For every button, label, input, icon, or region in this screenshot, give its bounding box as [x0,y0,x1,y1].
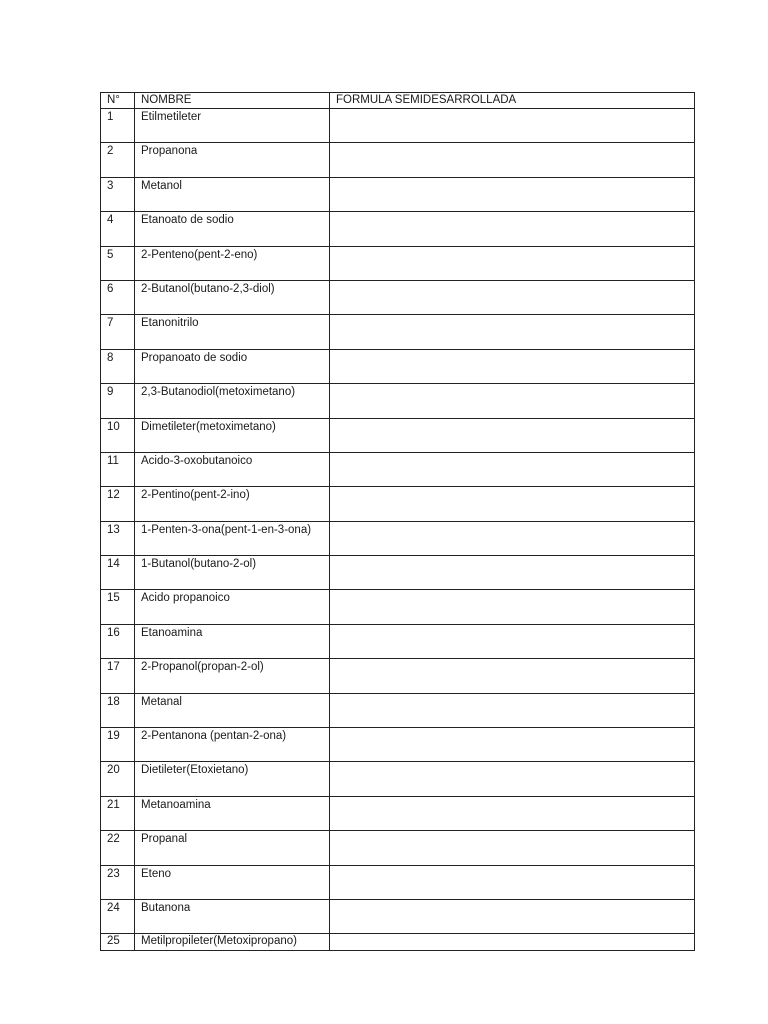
table-row [101,728,695,762]
row-name: 2-Penteno(pent-2-eno) [135,246,330,280]
table-row [101,315,695,349]
compounds-table [100,92,695,951]
table-row [101,796,695,830]
header-name: NOMBRE [135,93,330,109]
table-row [101,693,695,727]
row-formula[interactable] [330,865,695,899]
table-row [101,349,695,383]
header-formula: FORMULA SEMIDESARROLLADA [330,93,695,109]
table-row [101,762,695,796]
table-row [101,143,695,177]
row-name: 2-Propanol(propan-2-ol) [135,659,330,693]
row-num: 12 [101,487,135,521]
row-formula[interactable] [330,315,695,349]
row-formula[interactable] [330,177,695,211]
row-num: 6 [101,280,135,314]
row-num: 9 [101,384,135,418]
row-num: 7 [101,315,135,349]
row-name: 2-Butanol(butano-2,3-diol) [135,280,330,314]
row-formula[interactable] [330,212,695,246]
table-row [101,521,695,555]
table-row [101,556,695,590]
row-name: Etanoato de sodio [135,212,330,246]
row-formula[interactable] [330,246,695,280]
row-formula[interactable] [330,521,695,555]
row-name: Propanona [135,143,330,177]
row-num: 24 [101,899,135,933]
row-formula[interactable] [330,556,695,590]
table-row [101,212,695,246]
row-name: 2-Pentino(pent-2-ino) [135,487,330,521]
row-num: 14 [101,556,135,590]
row-name: Metanal [135,693,330,727]
table-row [101,487,695,521]
row-num: 25 [101,934,135,951]
row-name: Etanoamina [135,624,330,658]
row-formula[interactable] [330,796,695,830]
row-formula[interactable] [330,143,695,177]
row-num: 4 [101,212,135,246]
row-name: Acido propanoico [135,590,330,624]
row-num: 17 [101,659,135,693]
row-name: Propanoato de sodio [135,349,330,383]
row-name: Dietileter(Etoxietano) [135,762,330,796]
row-num: 16 [101,624,135,658]
row-num: 5 [101,246,135,280]
row-formula[interactable] [330,899,695,933]
row-name: Metilpropileter(Metoxipropano) [135,934,330,951]
header-num: N° [101,93,135,109]
row-formula[interactable] [330,487,695,521]
row-name: 1-Penten-3-ona(pent-1-en-3-ona) [135,521,330,555]
row-formula[interactable] [330,452,695,486]
table-row [101,659,695,693]
table-row [101,590,695,624]
row-name: 2-Pentanona (pentan-2-ona) [135,728,330,762]
row-name: 2,3-Butanodiol(metoximetano) [135,384,330,418]
row-num: 3 [101,177,135,211]
row-num: 13 [101,521,135,555]
row-name: Metanol [135,177,330,211]
row-name: Etilmetileter [135,109,330,143]
row-formula[interactable] [330,659,695,693]
row-name: 1-Butanol(butano-2-ol) [135,556,330,590]
row-num: 19 [101,728,135,762]
table-body [101,93,695,951]
row-num: 8 [101,349,135,383]
row-num: 22 [101,831,135,865]
row-formula[interactable] [330,418,695,452]
row-formula[interactable] [330,728,695,762]
row-num: 18 [101,693,135,727]
row-name: Metanoamina [135,796,330,830]
row-name: Propanal [135,831,330,865]
table-row [101,177,695,211]
row-num: 1 [101,109,135,143]
table-row [101,624,695,658]
row-formula[interactable] [330,693,695,727]
table-row [101,109,695,143]
header-row [101,93,695,109]
row-name: Etanonitrilo [135,315,330,349]
table-row [101,280,695,314]
row-formula[interactable] [330,590,695,624]
row-formula[interactable] [330,831,695,865]
row-formula[interactable] [330,384,695,418]
row-num: 11 [101,452,135,486]
row-name: Dimetileter(metoximetano) [135,418,330,452]
row-formula[interactable] [330,762,695,796]
row-formula[interactable] [330,280,695,314]
table-row [101,246,695,280]
table-row [101,418,695,452]
row-formula[interactable] [330,934,695,951]
row-num: 21 [101,796,135,830]
table-row [101,384,695,418]
table-row [101,452,695,486]
row-num: 10 [101,418,135,452]
row-num: 15 [101,590,135,624]
row-name: Acido-3-oxobutanoico [135,452,330,486]
table-row [101,865,695,899]
row-num: 20 [101,762,135,796]
table-row [101,899,695,933]
row-formula[interactable] [330,349,695,383]
row-formula[interactable] [330,109,695,143]
row-formula[interactable] [330,624,695,658]
table-row [101,831,695,865]
table-row [101,934,695,951]
row-num: 23 [101,865,135,899]
row-num: 2 [101,143,135,177]
row-name: Butanona [135,899,330,933]
row-name: Eteno [135,865,330,899]
